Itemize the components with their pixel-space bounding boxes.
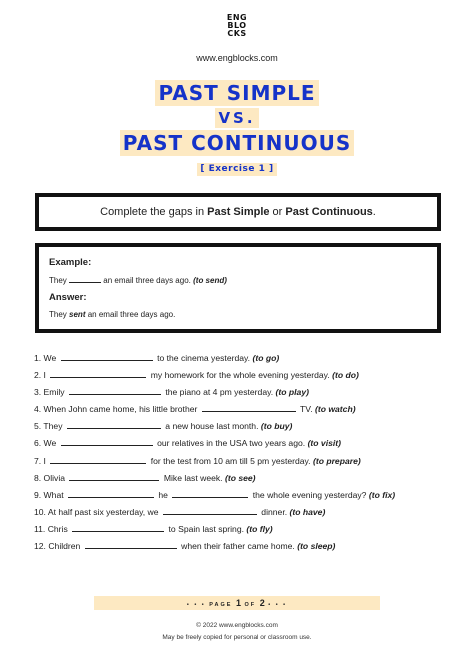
gap-field[interactable] bbox=[61, 437, 153, 446]
instruction-box bbox=[35, 193, 441, 231]
item-text: he bbox=[158, 489, 168, 500]
exercise-item-2 bbox=[34, 369, 454, 386]
item-text: when their father came home. bbox=[181, 541, 295, 552]
item-hint: (to have) bbox=[289, 506, 326, 517]
item-text: TV. bbox=[300, 404, 313, 415]
item-hint: (to prepare) bbox=[312, 455, 361, 466]
item-text: 3. Emily bbox=[34, 387, 65, 398]
gap-field[interactable] bbox=[85, 540, 177, 549]
site-url: www.engblocks.com bbox=[196, 53, 278, 63]
exercise-list bbox=[34, 352, 454, 557]
item-hint: (to see) bbox=[224, 472, 256, 483]
example-label: Example: bbox=[49, 257, 92, 268]
example-sentence bbox=[49, 275, 227, 285]
exercise-item-1 bbox=[34, 352, 454, 369]
exercise-item-6 bbox=[34, 437, 454, 454]
example-gap bbox=[69, 275, 101, 283]
gap-field[interactable] bbox=[50, 369, 146, 378]
title-line-1 bbox=[0, 80, 474, 106]
title-line-vs bbox=[0, 108, 474, 128]
item-text: 7. I bbox=[34, 455, 46, 466]
gap-field[interactable] bbox=[202, 403, 296, 412]
gap-field[interactable] bbox=[69, 386, 161, 395]
item-hint: (to go) bbox=[252, 353, 280, 363]
item-text: to Spain last spring. bbox=[168, 523, 245, 534]
usage-note: May be freely copied for personal or classroom use. bbox=[162, 634, 312, 641]
title-vs: VS. bbox=[215, 108, 258, 128]
answer-post: an email three days ago. bbox=[87, 310, 176, 319]
item-text: 1. We bbox=[34, 353, 57, 363]
item-text: 2. I bbox=[34, 370, 46, 381]
of-word: OF bbox=[244, 602, 257, 608]
item-hint: (to do) bbox=[332, 370, 359, 381]
item-text: 4. When John came home, his little brother bbox=[34, 404, 198, 415]
item-text: 5. They bbox=[34, 421, 63, 432]
item-text: Mike last week. bbox=[163, 472, 223, 483]
instruction-term-2: Past Continuous bbox=[285, 206, 373, 218]
item-text: 9. What bbox=[34, 489, 64, 500]
exercise-item-9 bbox=[34, 489, 454, 506]
exercise-item-12 bbox=[34, 540, 454, 557]
item-text: my homework for the whole evening yesterday. bbox=[150, 370, 330, 381]
item-text: for the test from 10 am till 5 pm yesterday. bbox=[150, 455, 311, 466]
title-past-continuous: PAST CONTINUOUS bbox=[120, 130, 354, 156]
exercise-item-3 bbox=[34, 386, 454, 403]
logo-line: CKS bbox=[227, 29, 247, 38]
logo-line: BLO bbox=[227, 21, 247, 30]
item-hint: (to fly) bbox=[246, 523, 273, 534]
item-hint: (to fix) bbox=[368, 489, 396, 500]
exercise-item-8 bbox=[34, 472, 454, 489]
page-indicator bbox=[94, 596, 380, 610]
example-hint: (to send) bbox=[193, 276, 227, 285]
item-hint: (to visit) bbox=[307, 438, 341, 449]
example-pre: They bbox=[49, 276, 67, 285]
instruction-post: . bbox=[372, 206, 376, 218]
engblocks-logo bbox=[225, 14, 249, 46]
exercise-item-7 bbox=[34, 455, 454, 472]
copyright: © 2022 www.engblocks.com bbox=[196, 622, 278, 629]
answer-pre: They bbox=[49, 310, 67, 319]
gap-field[interactable] bbox=[67, 420, 161, 429]
logo-line: ENG bbox=[226, 13, 248, 22]
gap-field[interactable] bbox=[61, 352, 153, 361]
exercise-label-line bbox=[0, 158, 474, 176]
gap-field[interactable] bbox=[68, 489, 154, 498]
instruction-mid: or bbox=[269, 206, 286, 218]
item-hint: (to play) bbox=[275, 387, 309, 398]
exercise-item-10 bbox=[34, 506, 454, 523]
exercise-item-11 bbox=[34, 523, 454, 540]
instruction-term-1: Past Simple bbox=[207, 206, 270, 218]
exercise-item-5 bbox=[34, 420, 454, 437]
item-text: 6. We bbox=[34, 438, 57, 449]
item-hint: (to watch) bbox=[314, 404, 356, 415]
item-hint: (to sleep) bbox=[297, 541, 336, 552]
exercise-item-4 bbox=[34, 403, 454, 420]
exercise-label: [ Exercise 1 ] bbox=[197, 163, 276, 176]
page-total: 2 bbox=[259, 598, 265, 608]
item-text: the whole evening yesterday? bbox=[252, 489, 367, 500]
page-dots-right: • • • bbox=[268, 602, 288, 608]
title-past-simple: PAST SIMPLE bbox=[155, 80, 318, 106]
gap-field[interactable] bbox=[163, 506, 257, 515]
item-text: 10. At half past six yesterday, we bbox=[34, 506, 159, 517]
item-text: 11. Chris bbox=[34, 523, 68, 534]
item-text: to the cinema yesterday. bbox=[157, 353, 251, 363]
example-box bbox=[35, 243, 441, 333]
instruction-pre: Complete the gaps in bbox=[100, 206, 208, 218]
gap-field[interactable] bbox=[72, 523, 164, 532]
title-line-2 bbox=[0, 130, 474, 156]
answer-sentence bbox=[49, 310, 175, 319]
item-text: 12. Children bbox=[34, 541, 81, 552]
answer-verb: sent bbox=[69, 310, 86, 319]
item-text: the piano at 4 pm yesterday. bbox=[165, 387, 274, 398]
gap-field[interactable] bbox=[50, 455, 146, 464]
item-text: dinner. bbox=[261, 506, 288, 517]
gap-field[interactable] bbox=[172, 489, 248, 498]
answer-label: Answer: bbox=[49, 292, 87, 303]
gap-field[interactable] bbox=[69, 472, 159, 481]
page-word: PAGE bbox=[209, 602, 233, 608]
item-hint: (to buy) bbox=[260, 421, 293, 432]
example-post: an email three days ago. bbox=[103, 276, 191, 285]
item-text: 8. Olivia bbox=[34, 472, 66, 483]
item-text: our relatives in the USA two years ago. bbox=[157, 438, 306, 449]
page-dots-left: • • • bbox=[186, 602, 206, 608]
item-text: a new house last month. bbox=[165, 421, 259, 432]
page-number: 1 bbox=[235, 598, 241, 608]
